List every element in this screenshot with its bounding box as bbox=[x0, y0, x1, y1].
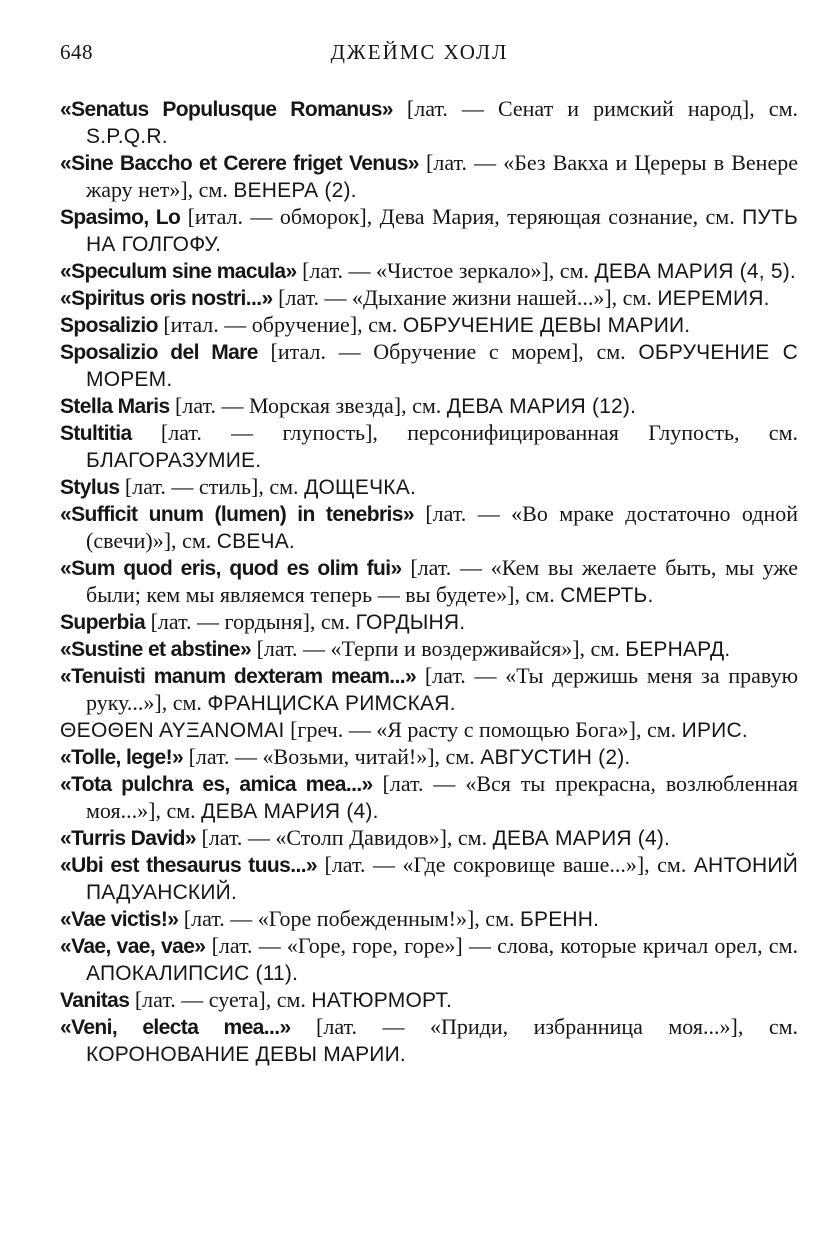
dictionary-entry bbox=[60, 339, 798, 393]
dictionary-entry bbox=[60, 636, 798, 663]
entry-gloss: [лат. — «Кем вы желаете быть, мы уже были; кем мы являемся теперь — вы будете»], см. bbox=[86, 555, 798, 607]
entry-gloss: [лат. — гордыня], см. bbox=[145, 609, 356, 634]
entry-cross-reference: ДЕВА МАРИЯ (4). bbox=[492, 827, 671, 850]
entry-headword: «Veni, electa mea...» bbox=[60, 1016, 291, 1039]
entry-cross-reference: БРЕНН. bbox=[520, 908, 600, 931]
dictionary-entry bbox=[60, 420, 798, 474]
entry-cross-reference: ДЕВА МАРИЯ (4, 5). bbox=[594, 260, 796, 283]
dictionary-entry bbox=[60, 663, 798, 717]
entry-gloss: [лат. — «Ты держишь меня за правую руку...»], см. bbox=[86, 663, 798, 715]
entry-headword: Spasimo, Lo bbox=[60, 206, 181, 229]
dictionary-entry bbox=[60, 771, 798, 825]
entry-headword: Vanitas bbox=[60, 989, 130, 1012]
dictionary-entry bbox=[60, 96, 798, 150]
entry-gloss: [лат. — суета], см. bbox=[129, 987, 312, 1012]
entry-gloss: [лат. — «Горе, горе, горе»] — слова, которые кричал орел, см. bbox=[205, 933, 798, 958]
dictionary-entry bbox=[60, 285, 798, 312]
entry-cross-reference: АНТОНИЙ ПАДУАНСКИЙ. bbox=[86, 854, 798, 904]
dictionary-entry bbox=[60, 1014, 798, 1068]
entry-cross-reference: ПУТЬ НА ГОЛГОФУ. bbox=[86, 206, 798, 256]
entry-headword: ΘΕΟΘΕΝ ΑΥΞΑΝΟΜΑΙ bbox=[60, 719, 285, 742]
entry-gloss: [лат. — «Где сокровище ваше...»], см. bbox=[317, 852, 694, 877]
entry-gloss: [лат. — «Чистое зеркало»], см. bbox=[296, 258, 595, 283]
entry-cross-reference: СВЕЧА. bbox=[216, 530, 295, 553]
entry-gloss: [лат. — «Возьми, читай!»], см. bbox=[183, 744, 481, 769]
entry-gloss: [лат. — Морская звезда], см. bbox=[169, 393, 447, 418]
entry-cross-reference: ИЕРЕМИЯ. bbox=[657, 287, 770, 310]
entry-gloss: [итал. — Обручение с морем], см. bbox=[257, 339, 639, 364]
entry-headword: «Sufficit unum (lumen) in tenebris» bbox=[60, 503, 414, 526]
entry-gloss: [лат. — Сенат и римский народ], см. bbox=[392, 96, 798, 121]
entry-cross-reference: КОРОНОВАНИЕ ДЕВЫ МАРИИ. bbox=[86, 1043, 406, 1066]
entry-gloss: [лат. — «Приди, избранница моя...»], см. bbox=[290, 1014, 798, 1039]
entry-headword: «Tenuisti manum dexteram meam...» bbox=[60, 665, 417, 688]
entry-gloss: [лат. — «Столп Давидов»], см. bbox=[195, 825, 493, 850]
dictionary-entries bbox=[60, 96, 798, 1068]
dictionary-entry bbox=[60, 852, 798, 906]
entry-headword: «Vae victis!» bbox=[60, 908, 179, 931]
dictionary-entry bbox=[60, 501, 798, 555]
entry-gloss: [лат. — глупость], персонифицированная Глупость, см. bbox=[131, 420, 798, 445]
dictionary-entry bbox=[60, 555, 798, 609]
entry-cross-reference: БЕРНАРД. bbox=[625, 638, 731, 661]
entry-gloss: [лат. — «Без Вакха и Цереры в Венере жару нет»], см. bbox=[86, 150, 798, 202]
running-title: ДЖЕЙМС ХОЛЛ bbox=[330, 40, 509, 64]
entry-cross-reference: СМЕРТЬ. bbox=[560, 584, 654, 607]
dictionary-entry bbox=[60, 933, 798, 987]
entry-headword: «Tota pulchra es, amica mea...» bbox=[60, 773, 373, 796]
dictionary-entry bbox=[60, 258, 798, 285]
entry-cross-reference: ДОЩЕЧКА. bbox=[304, 476, 416, 499]
entry-cross-reference: НАТЮРМОРТ. bbox=[311, 989, 452, 1012]
entry-gloss: [итал. — обручение], см. bbox=[157, 312, 403, 337]
entry-headword: «Speculum sine macula» bbox=[60, 260, 297, 283]
entry-cross-reference: ОБРУЧЕНИЕ С МОРЕМ. bbox=[86, 341, 798, 391]
entry-headword: «Spiritus oris nostri...» bbox=[60, 287, 273, 310]
entry-cross-reference: АВГУСТИН (2). bbox=[480, 746, 631, 769]
dictionary-entry bbox=[60, 906, 798, 933]
dictionary-entry bbox=[60, 312, 798, 339]
dictionary-entry bbox=[60, 474, 798, 501]
entry-cross-reference: ДЕВА МАРИЯ (4). bbox=[201, 800, 379, 823]
entry-headword: Sposalizio del Mare bbox=[60, 341, 258, 364]
dictionary-entry bbox=[60, 150, 798, 204]
entry-headword: «Tolle, lege!» bbox=[60, 746, 184, 769]
entry-gloss: [лат. — «Вся ты прекрасна, возлюбленная моя...»], см. bbox=[86, 771, 798, 823]
entry-cross-reference: ВЕНЕРА (2). bbox=[233, 179, 357, 202]
entry-cross-reference: S.P.Q.R. bbox=[86, 125, 168, 148]
dictionary-entry bbox=[60, 204, 798, 258]
entry-headword: «Ubi est thesaurus tuus...» bbox=[60, 854, 318, 877]
entry-gloss: [греч. — «Я расту с помощью Бога»], см. bbox=[284, 717, 682, 742]
dictionary-entry bbox=[60, 609, 798, 636]
entry-gloss: [лат. — «Горе побежденным!»], см. bbox=[178, 906, 520, 931]
entry-headword: Stella Maris bbox=[60, 395, 170, 418]
page-number: 648 bbox=[60, 40, 93, 64]
entry-cross-reference: БЛАГОРАЗУМИЕ. bbox=[86, 449, 262, 472]
entry-gloss: [лат. — «Дыхание жизни нашей...»], см. bbox=[272, 285, 658, 310]
entry-headword: Stultitia bbox=[60, 422, 132, 445]
entry-cross-reference: ГОРДЫНЯ. bbox=[355, 611, 466, 634]
entry-cross-reference: АПОКАЛИПСИС (11). bbox=[86, 962, 299, 985]
entry-headword: Stylus bbox=[60, 476, 120, 499]
entry-headword: Superbia bbox=[60, 611, 146, 634]
entry-headword: «Turris David» bbox=[60, 827, 196, 850]
entry-headword: «Sustine et abstine» bbox=[60, 638, 252, 661]
entry-gloss: [лат. — «Во мраке достаточно одной (свечи)»], см. bbox=[86, 501, 798, 553]
entry-cross-reference: ИРИС. bbox=[681, 719, 748, 742]
entry-cross-reference: ФРАНЦИСКА РИМСКАЯ. bbox=[207, 692, 456, 715]
dictionary-entry bbox=[60, 987, 798, 1014]
entry-cross-reference: ОБРУЧЕНИЕ ДЕВЫ МАРИИ. bbox=[402, 314, 691, 337]
dictionary-entry bbox=[60, 744, 798, 771]
entry-headword: Sposalizio bbox=[60, 314, 158, 337]
entry-gloss: [итал. — обморок], Дева Мария, теряющая сознание, см. bbox=[180, 204, 743, 229]
entry-headword: «Sine Baccho et Cerere friget Venus» bbox=[60, 152, 419, 175]
entry-gloss: [лат. — «Терпи и воздерживайся»], см. bbox=[251, 636, 626, 661]
dictionary-entry bbox=[60, 717, 798, 744]
entry-headword: «Sum quod eris, quod es olim fui» bbox=[60, 557, 402, 580]
dictionary-entry bbox=[60, 825, 798, 852]
entry-headword: «Vae, vae, vae» bbox=[60, 935, 206, 958]
dictionary-entry bbox=[60, 393, 798, 420]
entry-cross-reference: ДЕВА МАРИЯ (12). bbox=[446, 395, 637, 418]
entry-gloss: [лат. — стиль], см. bbox=[119, 474, 305, 499]
entry-headword: «Senatus Populusque Romanus» bbox=[60, 98, 393, 121]
